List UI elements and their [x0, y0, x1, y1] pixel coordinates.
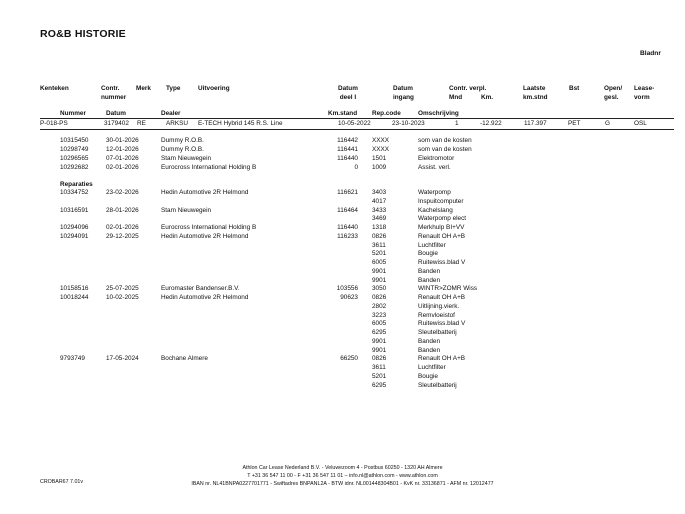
- cell-oms: Sleutelbatterij: [418, 381, 457, 389]
- cell-oms: Waterpomp: [418, 189, 451, 196]
- header-datum-deel: Datum deel I: [338, 85, 358, 101]
- reparaties-heading: Reparaties: [60, 181, 93, 188]
- cell-code: 5201: [372, 250, 387, 258]
- cell-code: 6295: [372, 329, 387, 336]
- bladnr-label: Bladnr: [640, 50, 661, 57]
- cell-oms: Renault OH A+B: [418, 232, 466, 240]
- cell-oms: Renault OH A+B: [418, 294, 466, 301]
- cell-oms: Inspuitcomputer: [418, 197, 464, 205]
- cell-dealer: Stam Nieuwegein: [161, 155, 212, 163]
- header-divider: [40, 118, 674, 119]
- vehicle-km: -12.922: [480, 120, 502, 127]
- header-laatste-km: Laatste km.stnd: [523, 85, 548, 101]
- cell-dealer: Eurocross International Holding B: [161, 224, 257, 231]
- cell-km: 116441: [337, 146, 358, 154]
- cell-code: 5201: [372, 372, 387, 380]
- vehicle-divider: [40, 129, 674, 130]
- cell-oms: Luchtfilter: [418, 241, 446, 249]
- cell-oms: Sleutelbatterij: [418, 329, 457, 336]
- cell-oms: Waterpomp elect: [418, 215, 467, 223]
- cell-oms: Bougie: [418, 372, 438, 380]
- cell-oms: Assist. verl.: [418, 164, 451, 172]
- cell-code: 6295: [372, 381, 387, 389]
- cell-datum: 10-02-2025: [106, 294, 139, 301]
- vehicle-kenteken: P-018-PS: [40, 120, 68, 127]
- cell-oms: Remvloeistof: [418, 311, 455, 319]
- cell-datum: 30-01-2026: [106, 137, 139, 144]
- cell-oms: som van de kosten: [418, 146, 472, 154]
- cell-code: 6005: [372, 259, 387, 266]
- version-label: CROBAR67 7.01v: [40, 479, 83, 485]
- cell-code: 3403: [372, 189, 387, 196]
- cell-code: 3611: [372, 241, 386, 249]
- subheader-nummer: Nummer: [60, 110, 86, 117]
- subheader-omschrijving: Omschrijving: [418, 110, 459, 117]
- cell-code: 3223: [372, 311, 387, 319]
- cell-oms: Ruitewiss.blad V: [418, 320, 466, 328]
- cell-code: 0826: [372, 355, 387, 363]
- cell-datum: 29-12-2025: [106, 232, 139, 240]
- cell-nummer: 10316591: [60, 206, 89, 214]
- cell-datum: 25-07-2025: [106, 285, 139, 293]
- cell-nummer: 10292682: [60, 164, 89, 172]
- cell-oms: Ruitewiss.blad V: [418, 259, 466, 266]
- cell-code: 1318: [372, 224, 387, 231]
- cell-dealer: Dummy R.O.B.: [161, 137, 204, 144]
- header-merk: Merk: [136, 85, 151, 92]
- subheader-repcode: Rep.code: [372, 110, 401, 117]
- cell-oms: Bougie: [418, 250, 438, 258]
- header-contr-verpl: Contr. verpl.: [449, 85, 487, 92]
- cell-code: 6005: [372, 320, 387, 328]
- cell-datum: 07-01-2026: [106, 155, 139, 163]
- vehicle-laatste-km: 117.397: [524, 120, 547, 127]
- cell-code: 9901: [372, 267, 387, 275]
- cell-oms: Elektromotor: [418, 155, 455, 163]
- vehicle-type: ARKSU: [166, 120, 189, 127]
- cell-nummer: 10298749: [60, 146, 89, 154]
- cell-km: 0: [354, 164, 358, 172]
- cell-code: 1501: [372, 155, 387, 163]
- cell-dealer: Dummy R.O.B.: [161, 146, 204, 154]
- cell-km: 116440: [337, 155, 358, 163]
- cell-code: 2802: [372, 302, 387, 310]
- cell-code: XXXX: [372, 146, 390, 154]
- cell-oms: Kachelslang: [418, 206, 453, 214]
- cell-code: 4017: [372, 197, 387, 205]
- footer-registration: IBAN nr. NL41BNPA0227701771 - Swiftadres BNPANL2A - BTW idnr. NL001448304B01 - KvK nr. 33136871 - AFM nr. 12012477: [191, 481, 494, 487]
- cell-dealer: Hedin Automotive 2R Helmond: [161, 232, 249, 240]
- cell-km: 116233: [337, 232, 358, 240]
- cell-datum: 02-01-2026: [106, 224, 139, 231]
- cell-nummer: 10334752: [60, 189, 89, 196]
- cell-km: 116621: [337, 189, 358, 196]
- cell-dealer: Euromaster Bandenser.B.V.: [161, 285, 240, 293]
- header-contr-nummer: Contr. nummer: [101, 85, 127, 101]
- subheader-kmstand: Km.stand: [328, 110, 358, 117]
- vehicle-datum-ingang: 23-10-2023: [392, 120, 425, 127]
- cell-code: XXXX: [372, 137, 390, 144]
- cell-code: 3050: [372, 285, 387, 293]
- cell-oms: som van de kosten: [418, 137, 472, 144]
- cell-oms: Merkhulp BI+VV: [418, 224, 465, 231]
- header-km: Km.: [481, 93, 494, 101]
- cell-km: 66250: [340, 355, 358, 363]
- cell-datum: 02-01-2026: [106, 164, 139, 172]
- cell-datum: 28-01-2026: [106, 206, 139, 214]
- vehicle-open-gesl: G: [605, 120, 610, 127]
- header-type: Type: [166, 85, 181, 92]
- cell-code: 3611: [372, 364, 386, 371]
- vehicle-bst: PET: [568, 120, 581, 127]
- cell-oms: Banden: [418, 276, 441, 284]
- cell-dealer: Bochane Almere: [161, 355, 208, 363]
- cell-dealer: Hedin Automotive 2R Helmond: [161, 189, 249, 196]
- cell-oms: Banden: [418, 346, 441, 354]
- cell-nummer: 10158516: [60, 285, 89, 293]
- vehicle-datum-deel: 10-05-2022: [338, 120, 371, 127]
- cell-nummer: 10018244: [60, 294, 89, 301]
- cell-code: 1009: [372, 164, 387, 172]
- cell-code: 9901: [372, 276, 387, 284]
- cell-oms: Banden: [418, 337, 441, 345]
- vehicle-uitvoering: E-TECH Hybrid 145 R.S. Line: [198, 120, 283, 127]
- cell-dealer: Eurocross International Holding B: [161, 164, 257, 172]
- vehicle-lease-vorm: OSL: [634, 120, 647, 127]
- cell-km: 103556: [336, 285, 358, 293]
- cell-nummer: 10296565: [60, 155, 89, 163]
- cell-code: 3433: [372, 206, 387, 214]
- page-title: RO&B HISTORIE: [40, 28, 126, 40]
- cell-datum: 17-05-2024: [106, 355, 139, 363]
- header-uitvoering: Uitvoering: [198, 85, 230, 92]
- subheader-dealer: Dealer: [161, 110, 181, 117]
- cell-code: 0826: [372, 294, 387, 301]
- cell-datum: 12-01-2026: [106, 146, 139, 154]
- cell-oms: Luchtfilter: [418, 364, 446, 371]
- cell-oms: Renault OH A+B: [418, 355, 466, 363]
- vehicle-merk: RE: [137, 120, 146, 127]
- cell-code: 0826: [372, 232, 387, 240]
- cell-km: 116440: [337, 224, 358, 231]
- cell-km: 90623: [340, 294, 358, 301]
- header-bst: Bst: [569, 85, 580, 92]
- cell-code: 9901: [372, 337, 387, 345]
- cell-km: 116464: [337, 206, 358, 214]
- header-mnd: Mnd: [449, 93, 463, 101]
- footer-contact: T +31 36 547 11 00 - F +31 36 547 11 01 – info.nl@athlon.com - www.athlon.com: [247, 473, 438, 479]
- cell-code: 3469: [372, 215, 387, 223]
- vehicle-mnd: 1: [455, 120, 459, 127]
- cell-dealer: Hedin Automotive 2R Helmond: [161, 294, 249, 301]
- header-kenteken: Kenteken: [40, 85, 69, 92]
- cell-dealer: Stam Nieuwegein: [161, 206, 212, 214]
- cell-code: 9901: [372, 346, 387, 354]
- cell-nummer: 10315450: [60, 137, 89, 144]
- header-datum-ingang: Datum ingang: [393, 85, 414, 101]
- cell-nummer: 9793749: [60, 355, 85, 363]
- cell-oms: WINTR>ZOMR Wiss: [418, 285, 478, 293]
- footer-address: Athlon Car Lease Nederland B.V. - Veluwezoom 4 - Postbus 60250 - 1320 AH Almere: [242, 465, 443, 471]
- cell-km: 116442: [337, 137, 358, 144]
- header-open-gesl: Open/ gesl.: [604, 85, 623, 101]
- header-lease-vorm: Lease- vorm: [634, 85, 655, 101]
- cell-oms: Banden: [418, 267, 441, 275]
- subheader-datum: Datum: [106, 110, 126, 117]
- cell-datum: 23-02-2026: [106, 189, 139, 196]
- cell-oms: Uitlijning.vierk.: [418, 302, 460, 310]
- cell-nummer: 10294096: [60, 224, 89, 231]
- cell-nummer: 10294091: [60, 232, 89, 240]
- vehicle-contract: 3179402: [104, 120, 129, 127]
